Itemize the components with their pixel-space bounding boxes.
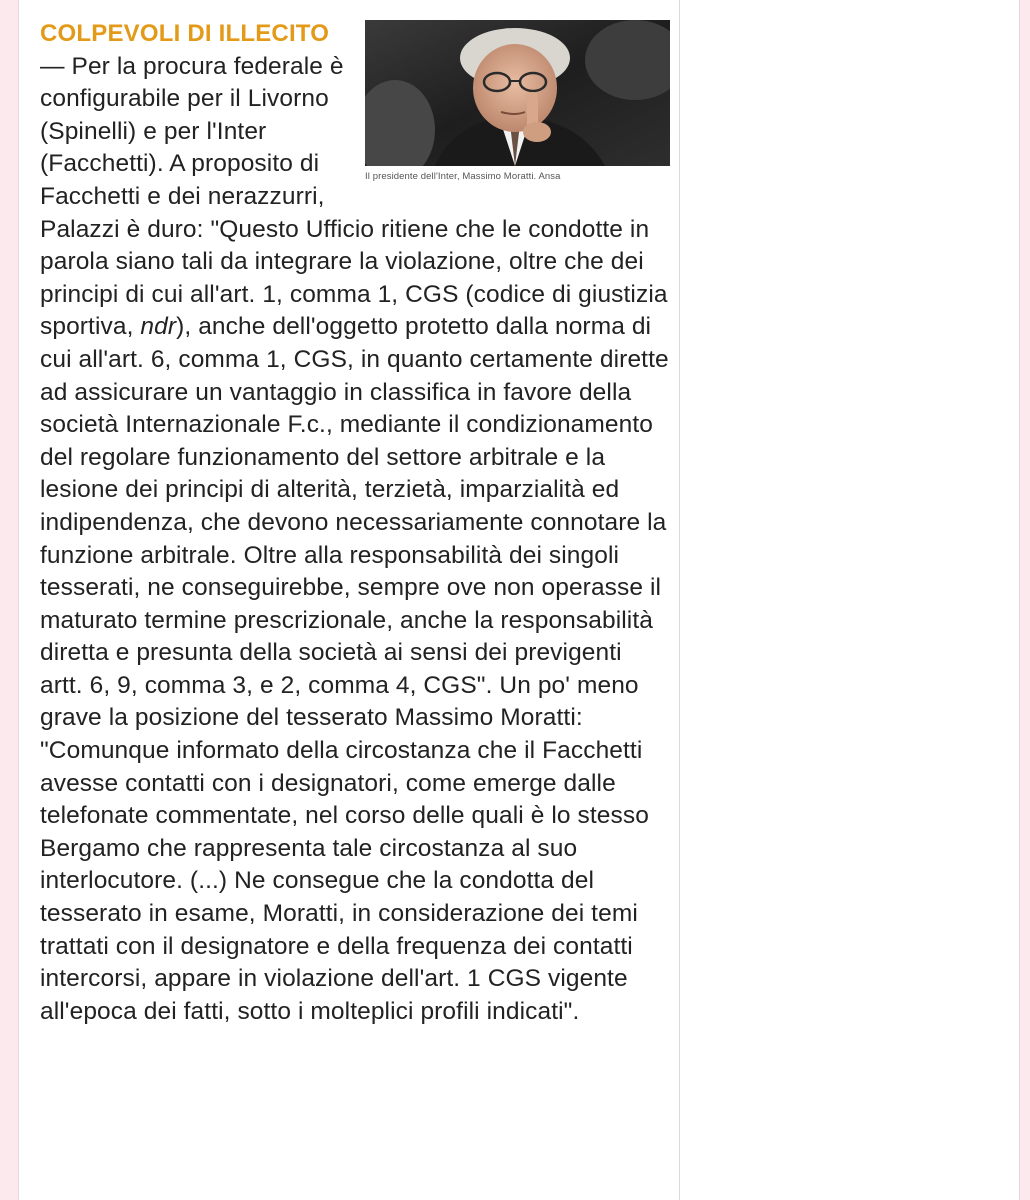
article-page: [18, 0, 679, 1200]
article: [40, 18, 670, 1028]
article-body-part-2: ), anche dell'oggetto protetto dalla norma di cui all'art. 6, comma 1, CGS, in quanto certamente dirette ad assicurare un vantaggio in classifica in favore della società Internazionale F.c., mediante il condizionamento del regolare funzionamento del settore arbitrale e la lesione dei principi di alterità, terzietà, imparzialità ed indipendenza, che devono necessariamente connotare la funzione arbitrale. Oltre alla responsabilità dei singoli tesserati, ne conseguirebbe, sempre ove non operasse il maturato termine prescrizionale, anche la responsabilità diretta e presunta della società ai sensi dei previgenti artt. 6, 9, comma 3, e 2, comma 4, CGS". Un po' meno grave la posizione del tesserato Massimo Moratti: "Comunque informato della circostanza che il Facchetti avesse contatti con i designatori, come emerge dalle telefonate commentate, nel corso delle quali è lo stesso Bergamo che rappresenta tale circostanza al suo interlocutore. (...) Ne consegue che la condotta del tesserato in esame, Moratti, in considerazione dei temi trattati con il designatore e della frequenza dei contatti intercorsi, appare in violazione dell'art. 1 CGS vigente all'epoca dei fatti, sotto i molteplici profili indicati".: [40, 313, 669, 1025]
right-column: [679, 0, 1020, 1200]
article-body-part-1: — Per la procura federale è configurabile per il Livorno (Spinelli) e per l'Inter (Facchetti). A proposito di Facchetti e dei nerazzurri, Palazzi è duro: "Questo Ufficio ritiene che le condotte in parola siano tali da integrare la violazione, oltre che dei principi di cui all'art. 1, comma 1, CGS (codice di giustizia sportiva,: [40, 52, 668, 341]
photo-illustration: [365, 20, 670, 166]
article-figure: [365, 20, 670, 183]
photo-massimo-moratti: [365, 20, 670, 166]
photo-caption: Il presidente dell'Inter, Massimo Moratti. Ansa: [365, 171, 561, 182]
ndr-abbreviation: ndr: [140, 313, 177, 341]
article-body: [40, 53, 669, 1025]
article-headline: COLPEVOLI DI ILLECITO: [40, 20, 330, 47]
